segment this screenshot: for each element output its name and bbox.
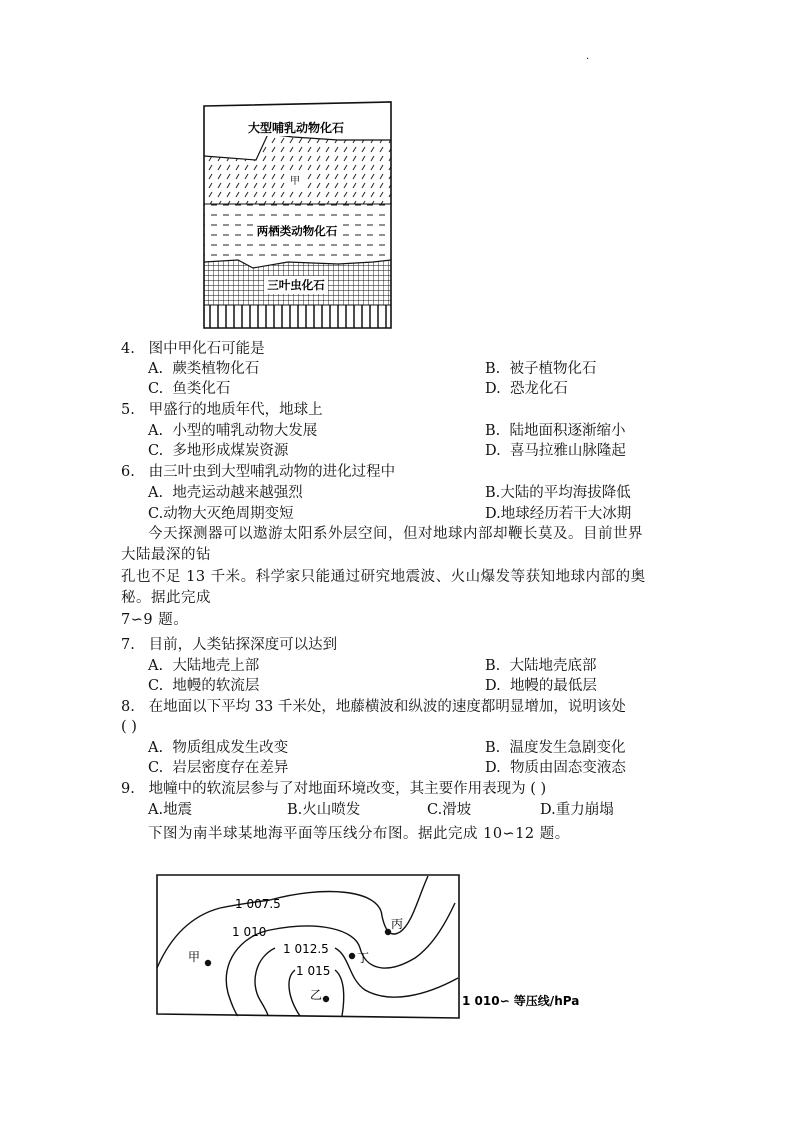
point-jia [205, 960, 211, 966]
isobar-legend: 1 010∽ 等压线/hPa [462, 994, 580, 1008]
passage-line-3: 孔也不足 13 千米。科学家只能通过研究地震波、火山爆发等获知地球内部的奥 [121, 569, 646, 585]
question-text: 甲盛行的地质年代，地球上 [148, 402, 323, 418]
isobar-label-1015: 1 015 [296, 964, 331, 978]
question-8 [121, 697, 626, 717]
option-6b[interactable]: B.大陆的平均海拔降低 [485, 485, 631, 501]
point-label-bing: 丙 [391, 917, 404, 931]
question-number: 7. [121, 637, 135, 653]
question-number: 4. [121, 341, 135, 357]
option-6c[interactable]: C.动物大灭绝周期变短 [148, 506, 294, 522]
passage-line-2: 大陆最深的钻 [121, 547, 211, 563]
passage-line-4: 秘。据此完成 [121, 590, 211, 606]
question-text: 图中甲化石可能是 [148, 341, 265, 357]
point-label-jia: 甲 [188, 950, 201, 964]
option-4b[interactable]: B. 被子植物化石 [485, 361, 597, 377]
option-5c[interactable]: C. 多地形成煤炭资源 [148, 443, 289, 459]
label-trilobite-fossil: 三叶虫化石 [267, 278, 325, 292]
question-4 [121, 339, 265, 359]
option-8c[interactable]: C. 岩层密度存在差异 [148, 760, 289, 776]
option-7c[interactable]: C. 地幔的软流层 [148, 678, 260, 694]
passage-line-5: 7∽9 题。 [121, 612, 189, 628]
option-7d[interactable]: D. 地幔的最低层 [485, 678, 597, 694]
option-4a[interactable]: A. 蕨类植物化石 [148, 361, 260, 377]
option-5b[interactable]: B. 陆地面积逐渐缩小 [485, 423, 626, 439]
point-label-ding: 丁 [357, 951, 370, 965]
point-yi [323, 996, 329, 1002]
isobar-map [150, 868, 600, 1020]
question-5 [121, 400, 323, 420]
point-ding [349, 953, 355, 959]
question-number: 5. [121, 402, 135, 418]
question-8-bracket: ( ) [121, 719, 137, 735]
option-8a[interactable]: A. 物质组成发生改变 [148, 740, 289, 756]
option-7a[interactable]: A. 大陆地壳上部 [148, 658, 260, 674]
label-jia-fossil: 甲 [290, 176, 300, 187]
question-number: 9. [121, 781, 135, 797]
option-9c[interactable]: C.滑坡 [427, 802, 472, 818]
page-mark: · [586, 54, 590, 65]
label-amphibian-fossil: 两栖类动物化石 [256, 224, 338, 238]
question-7 [121, 635, 337, 655]
option-9a[interactable]: A.地震 [148, 802, 193, 818]
option-5a[interactable]: A. 小型的哺乳动物大发展 [148, 423, 318, 439]
label-mammal-fossil: 大型哺乳动物化石 [247, 121, 345, 135]
question-text: 在地面以下平均 33 千米处，地藤横波和纵波的速度都明显增加，说明该处 [148, 699, 626, 715]
isobar-label-1010: 1 010 [232, 925, 267, 939]
option-8b[interactable]: B. 温度发生急剧变化 [485, 740, 626, 756]
option-6a[interactable]: A. 地壳运动越来越强烈 [148, 485, 303, 501]
point-label-yi: 乙 [310, 988, 323, 1002]
isobar-label-1007-5: 1 007.5 [235, 897, 281, 911]
option-5d[interactable]: D. 喜马拉雅山脉隆起 [485, 443, 626, 459]
strata-figure [198, 100, 398, 332]
option-4c[interactable]: C. 鱼类化石 [148, 381, 231, 397]
question-number: 6. [121, 464, 135, 480]
option-8d[interactable]: D. 物质由固态变液态 [485, 760, 626, 776]
option-9b[interactable]: B.火山喷发 [287, 802, 361, 818]
isobar-label-1012-5: 1 012.5 [283, 942, 329, 956]
question-text: 目前，人类钻探深度可以达到 [148, 637, 338, 653]
option-4d[interactable]: D. 恐龙化石 [485, 381, 568, 397]
question-6 [121, 462, 395, 482]
question-text: 地幢中的软流层参与了对地面环境改变，其主要作用表现为 ( ) [148, 781, 547, 797]
passage-line-1: 今天探测器可以遨游太阳系外层空间，但对地球内部却鞭长莫及。目前世界 [148, 526, 643, 542]
option-9d[interactable]: D.重力崩塌 [540, 802, 614, 818]
question-text: 由三叶虫到大型哺乳动物的进化过程中 [148, 464, 396, 480]
question-9 [121, 779, 546, 799]
question-number: 8. [121, 699, 135, 715]
option-7b[interactable]: B. 大陆地壳底部 [485, 658, 597, 674]
intro-10-12: 下图为南半球某地海平面等压线分布图。据此完成 10∽12 题。 [148, 826, 570, 842]
option-6d[interactable]: D.地球经历若干大冰期 [485, 506, 632, 522]
